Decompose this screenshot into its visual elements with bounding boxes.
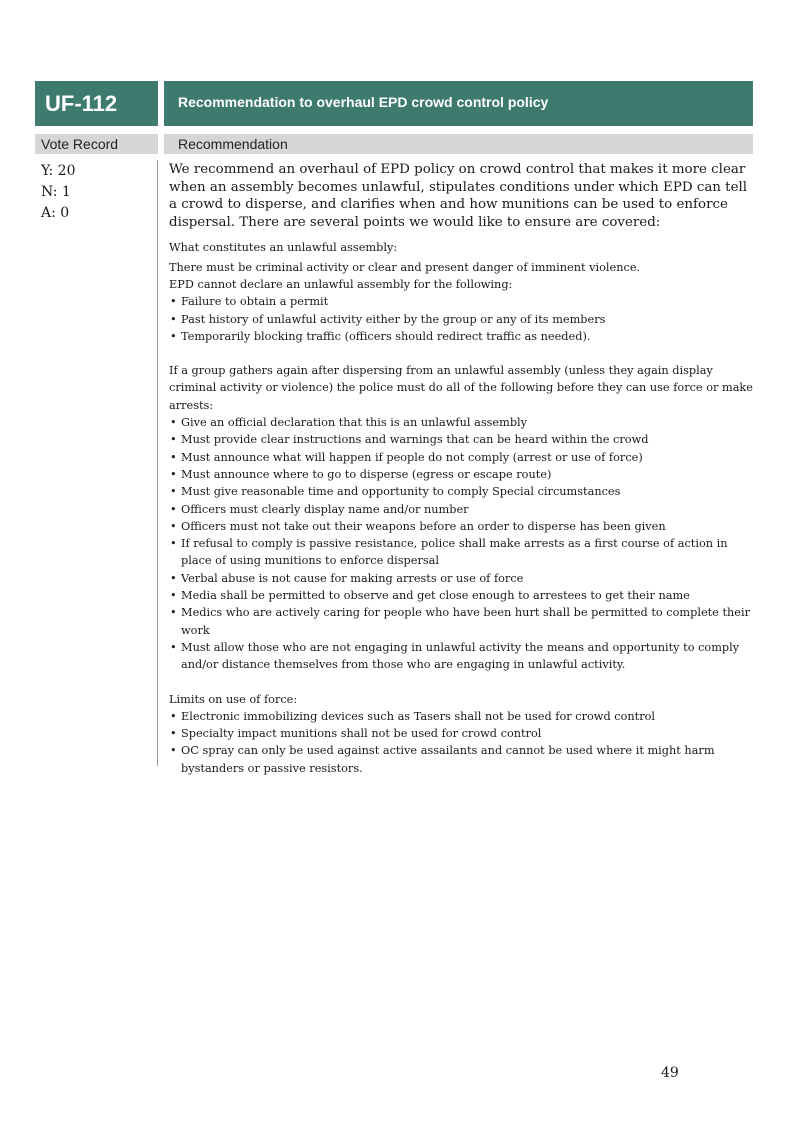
list-item: • Medics who are actively caring for people who have been hurt shall be permitted to complete their work — [169, 604, 755, 639]
regather-list — [169, 414, 755, 673]
regather-intro: If a group gathers again after dispersing from an unlawful assembly (unless they again display criminal activity or violence) the police must do all of the following before they can use force or make arrests: — [169, 364, 753, 412]
intro-paragraph: We recommend an overhaul of EPD policy on crowd control that makes it more clear when an assembly becomes unlawful, stipulates conditions under which EPD can tell a crowd to disperse, and clarifies when and how munitions can be used to enforce dispersal. There are several points we would like to ensure are covered: — [169, 162, 748, 230]
unlawful-exceptions-list — [169, 293, 755, 345]
vote-no: N: 1 — [41, 184, 71, 200]
unlawful-assembly-section — [169, 239, 755, 345]
list-item: • Electronic immobilizing devices such as Tasers shall not be used for crowd control — [169, 708, 755, 725]
unlawful-line-1: There must be criminal activity or clear and present danger of imminent violence. — [169, 260, 641, 274]
list-item: • Failure to obtain a permit — [169, 293, 755, 310]
force-heading: Limits on use of force: — [169, 692, 298, 706]
list-item: • OC spray can only be used against active assailants and cannot be used where it might harm bystanders or passive resistors. — [169, 742, 755, 777]
recommendation-title: Recommendation to overhaul EPD crowd control policy — [164, 81, 753, 126]
force-section — [169, 691, 755, 777]
unlawful-line-2: EPD cannot declare an unlawful assembly for the following: — [169, 277, 513, 291]
list-item: • Must announce what will happen if people do not comply (arrest or use of force) — [169, 449, 755, 466]
vote-record-heading: Vote Record — [35, 134, 158, 154]
list-item: • If refusal to comply is passive resistance, police shall make arrests as a first course of action in place of using munitions to enforce dispersal — [169, 535, 755, 570]
list-item: • Temporarily blocking traffic (officers should redirect traffic as needed). — [169, 328, 755, 345]
list-item: • Give an official declaration that this is an unlawful assembly — [169, 414, 755, 431]
recommendation-id: UF-112 — [35, 81, 158, 126]
vote-record — [41, 161, 151, 224]
vote-abstain: A: 0 — [41, 205, 70, 221]
unlawful-heading: What constitutes an unlawful assembly: — [169, 241, 398, 255]
recommendation-body — [169, 161, 755, 777]
list-item: • Officers must clearly display name and/or number — [169, 501, 755, 518]
column-divider — [157, 160, 158, 766]
vote-yes: Y: 20 — [41, 163, 76, 179]
list-item: • Must allow those who are not engaging in unlawful activity the means and opportunity to comply and/or distance themselves from those who are engaging in unlawful activity. — [169, 639, 755, 674]
list-item: • Officers must not take out their weapons before an order to disperse has been given — [169, 518, 755, 535]
recommendation-heading: Recommendation — [164, 134, 753, 154]
list-item: • Verbal abuse is not cause for making arrests or use of force — [169, 570, 755, 587]
page-number: 49 — [661, 1065, 679, 1081]
list-item: • Media shall be permitted to observe and get close enough to arrestees to get their name — [169, 587, 755, 604]
list-item: • Specialty impact munitions shall not be used for crowd control — [169, 725, 755, 742]
list-item: • Past history of unlawful activity either by the group or any of its members — [169, 311, 755, 328]
force-list — [169, 708, 755, 777]
regather-section — [169, 362, 755, 673]
list-item: • Must announce where to go to disperse (egress or escape route) — [169, 466, 755, 483]
list-item: • Must give reasonable time and opportunity to comply Special circumstances — [169, 483, 755, 500]
list-item: • Must provide clear instructions and warnings that can be heard within the crowd — [169, 431, 755, 448]
